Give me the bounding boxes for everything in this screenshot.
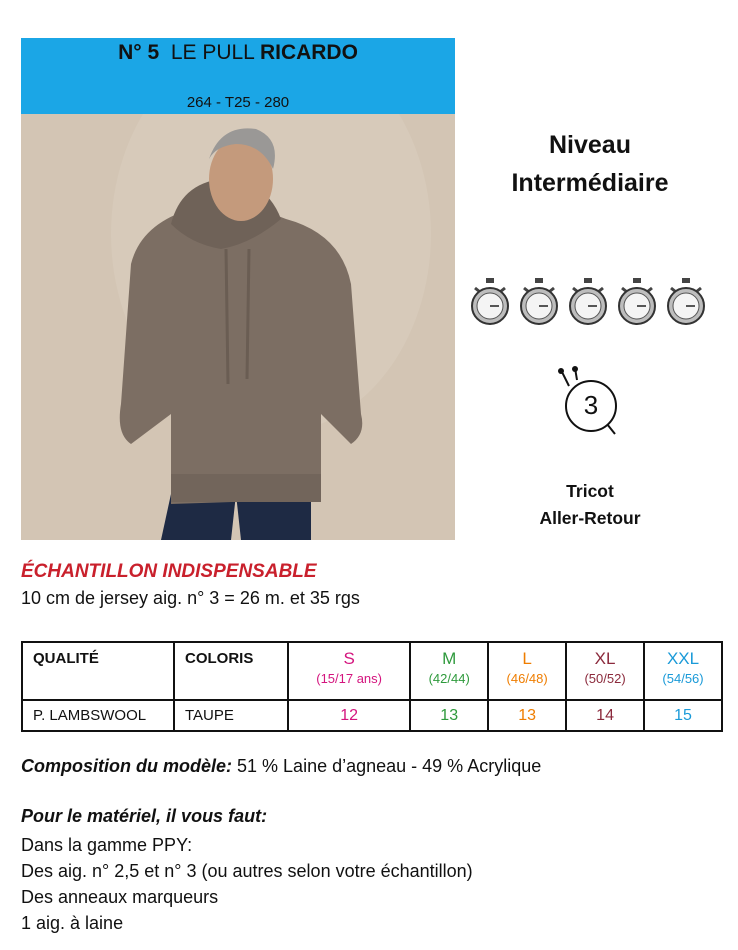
sample-text: 10 cm de jersey aig. n° 3 = 26 m. et 35 rgs (21, 588, 360, 608)
pattern-name: RICARDO (259, 41, 358, 64)
pattern-refs: 264 - T25 - 280 (186, 94, 290, 111)
size-label: M (442, 649, 457, 668)
header-size-l (488, 642, 566, 700)
table-header-row (22, 642, 722, 700)
size-range: (15/17 ans) (316, 671, 382, 686)
stopwatch-rating (470, 277, 710, 329)
row-quality: P. LAMBSWOOL (22, 700, 174, 731)
header-size-xxl (644, 642, 722, 700)
size-label: XXL (666, 649, 700, 668)
size-range: (54/56) (662, 671, 704, 686)
qty-l: 13 (488, 700, 566, 731)
list-item: Des aig. n° 2,5 et n° 3 (ou autres selon votre échantillon) (21, 861, 473, 881)
row-color: TAUPE (174, 700, 288, 731)
method-line2: Aller-Retour (539, 508, 641, 528)
difficulty-label: Niveau (549, 131, 631, 159)
composition-label: Composition du modèle: (21, 756, 232, 776)
composition (21, 756, 541, 777)
header-size-m (410, 642, 488, 700)
knitting-method (490, 478, 690, 532)
pattern-number: N° 5 (118, 41, 160, 64)
stopwatch-icon (472, 278, 508, 324)
material-list (21, 832, 473, 936)
header-size-xl (566, 642, 644, 700)
difficulty-level (470, 126, 710, 202)
list-item: 1 aig. à laine (21, 913, 124, 933)
needle-size-number: 3 (583, 390, 599, 420)
size-label: XL (594, 649, 616, 668)
header-quality: QUALITÉ (22, 642, 174, 700)
size-label: S (343, 649, 355, 668)
pattern-title-prefix: LE PULL (170, 41, 255, 64)
qty-m: 13 (410, 700, 488, 731)
list-item: Dans la gamme PPY: (21, 835, 193, 855)
header-color: COLORIS (174, 642, 288, 700)
list-item: Des anneaux marqueurs (21, 887, 219, 907)
qty-xl: 14 (566, 700, 644, 731)
size-label: L (522, 649, 532, 668)
stopwatch-icon (619, 278, 655, 324)
model-photo (21, 114, 455, 540)
size-range: (46/48) (506, 671, 548, 686)
stopwatch-icon (521, 278, 557, 324)
table-row (22, 700, 722, 731)
size-table (21, 641, 723, 732)
pattern-header (21, 38, 455, 114)
difficulty-value: Intermédiaire (511, 169, 669, 197)
needle-size-badge (555, 366, 625, 436)
material-title: Pour le matériel, il vous faut: (21, 806, 268, 826)
header-size-s (288, 642, 410, 700)
sample-title: ÉCHANTILLON INDISPENSABLE (21, 561, 317, 582)
pattern-title (21, 41, 455, 65)
qty-s: 12 (288, 700, 410, 731)
size-range: (42/44) (428, 671, 470, 686)
stopwatch-icon (668, 278, 704, 324)
method-line1: Tricot (566, 481, 614, 501)
composition-value: 51 % Laine d’agneau - 49 % Acrylique (237, 756, 542, 776)
qty-xxl: 15 (644, 700, 722, 731)
size-range: (50/52) (584, 671, 626, 686)
stopwatch-icon (570, 278, 606, 324)
